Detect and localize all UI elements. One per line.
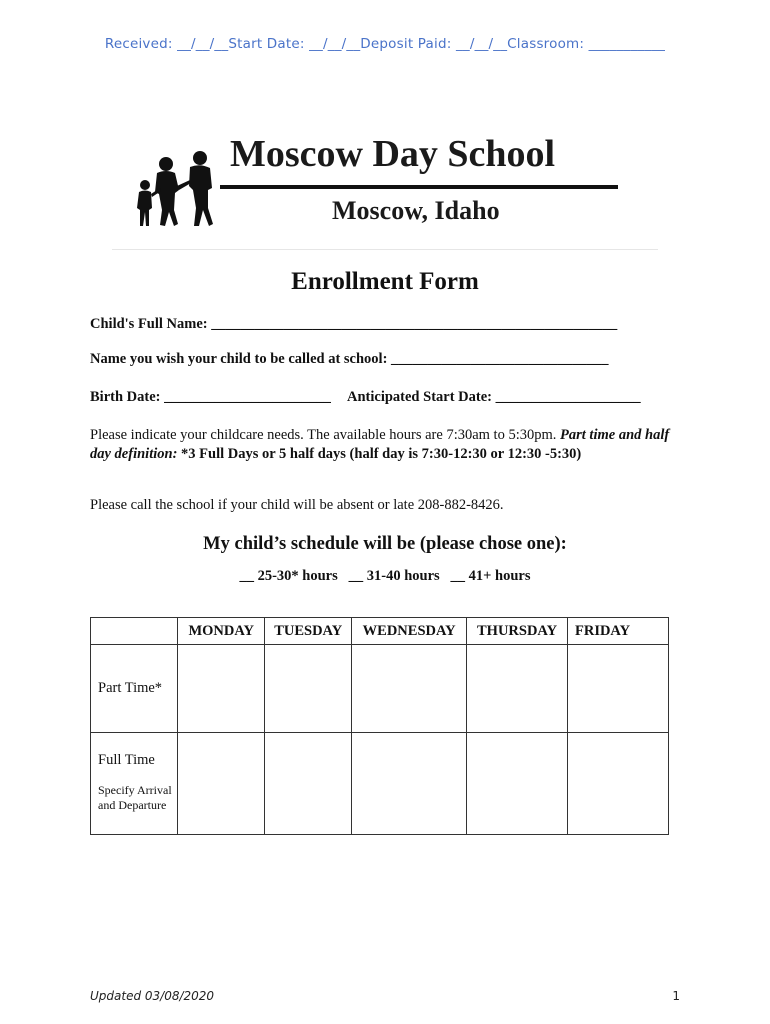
full-time-wednesday-cell[interactable] xyxy=(352,733,467,835)
schedule-table xyxy=(90,617,669,835)
page-number: 1 xyxy=(672,989,680,1003)
part-time-tuesday-cell[interactable] xyxy=(265,645,352,733)
full-time-tuesday-cell[interactable] xyxy=(265,733,352,835)
corner-cell xyxy=(91,618,178,645)
part-time-friday-cell[interactable] xyxy=(567,645,668,733)
school-city: Moscow, Idaho xyxy=(332,196,500,225)
hours-options[interactable]: __ 25-30* hours __ 31-40 hours __ 41+ hours xyxy=(239,568,531,584)
part-time-label xyxy=(91,645,178,733)
birth-date-field[interactable]: Birth Date: _______________________ xyxy=(90,389,331,405)
table-header-row xyxy=(91,618,669,645)
day-header-tuesday: TUESDAY xyxy=(265,618,352,645)
day-header-friday: FRIDAY xyxy=(567,618,668,645)
part-time-label-text: Part Time* xyxy=(98,680,163,696)
call-school-note: Please call the school if your child will be absent or late 208-882-8426. xyxy=(90,497,504,513)
table-row xyxy=(91,645,669,733)
part-time-thursday-cell[interactable] xyxy=(467,645,568,733)
childcare-intro: Please indicate your childcare needs. The available hours are 7:30am to 5:30pm. xyxy=(90,427,557,443)
start-date-field[interactable]: Anticipated Start Date: ____________________ xyxy=(347,389,641,405)
day-header-monday: MONDAY xyxy=(178,618,265,645)
updated-date: Updated 03/08/2020 xyxy=(90,989,215,1003)
childcare-needs-paragraph xyxy=(90,426,686,464)
specify-label: Specify Arrival and Departure xyxy=(98,783,172,812)
part-time-monday-cell[interactable] xyxy=(178,645,265,733)
full-time-label-text: Full Time xyxy=(98,752,155,768)
table-row xyxy=(91,733,669,835)
office-use-line: Received: __/__/__Start Date: __/__/__Deposit Paid: __/__/__Classroom: ___________ xyxy=(104,36,666,52)
children-silhouette-icon xyxy=(130,140,220,232)
full-time-monday-cell[interactable] xyxy=(178,733,265,835)
day-header-thursday: THURSDAY xyxy=(467,618,568,645)
schedule-title: My child’s schedule will be (please chose one): xyxy=(203,534,567,554)
definition-label: Part time and half day definition: xyxy=(90,427,670,462)
logo-divider xyxy=(220,185,618,189)
full-time-friday-cell[interactable] xyxy=(567,733,668,835)
definition-text: *3 Full Days or 5 half days (half day is 7:30-12:30 or 12:30 -5:30) xyxy=(181,446,582,462)
form-title: Enrollment Form xyxy=(291,268,479,295)
school-logo xyxy=(126,130,626,230)
child-full-name-field[interactable]: Child's Full Name: ________________________________________________________ xyxy=(90,316,618,332)
day-header-wednesday: WEDNESDAY xyxy=(352,618,467,645)
full-time-thursday-cell[interactable] xyxy=(467,733,568,835)
header-divider xyxy=(112,249,658,250)
part-time-wednesday-cell[interactable] xyxy=(352,645,467,733)
school-name: Moscow Day School xyxy=(230,133,556,175)
full-time-label xyxy=(91,733,178,835)
preferred-name-field[interactable]: Name you wish your child to be called at school: ______________________________ xyxy=(90,351,609,367)
